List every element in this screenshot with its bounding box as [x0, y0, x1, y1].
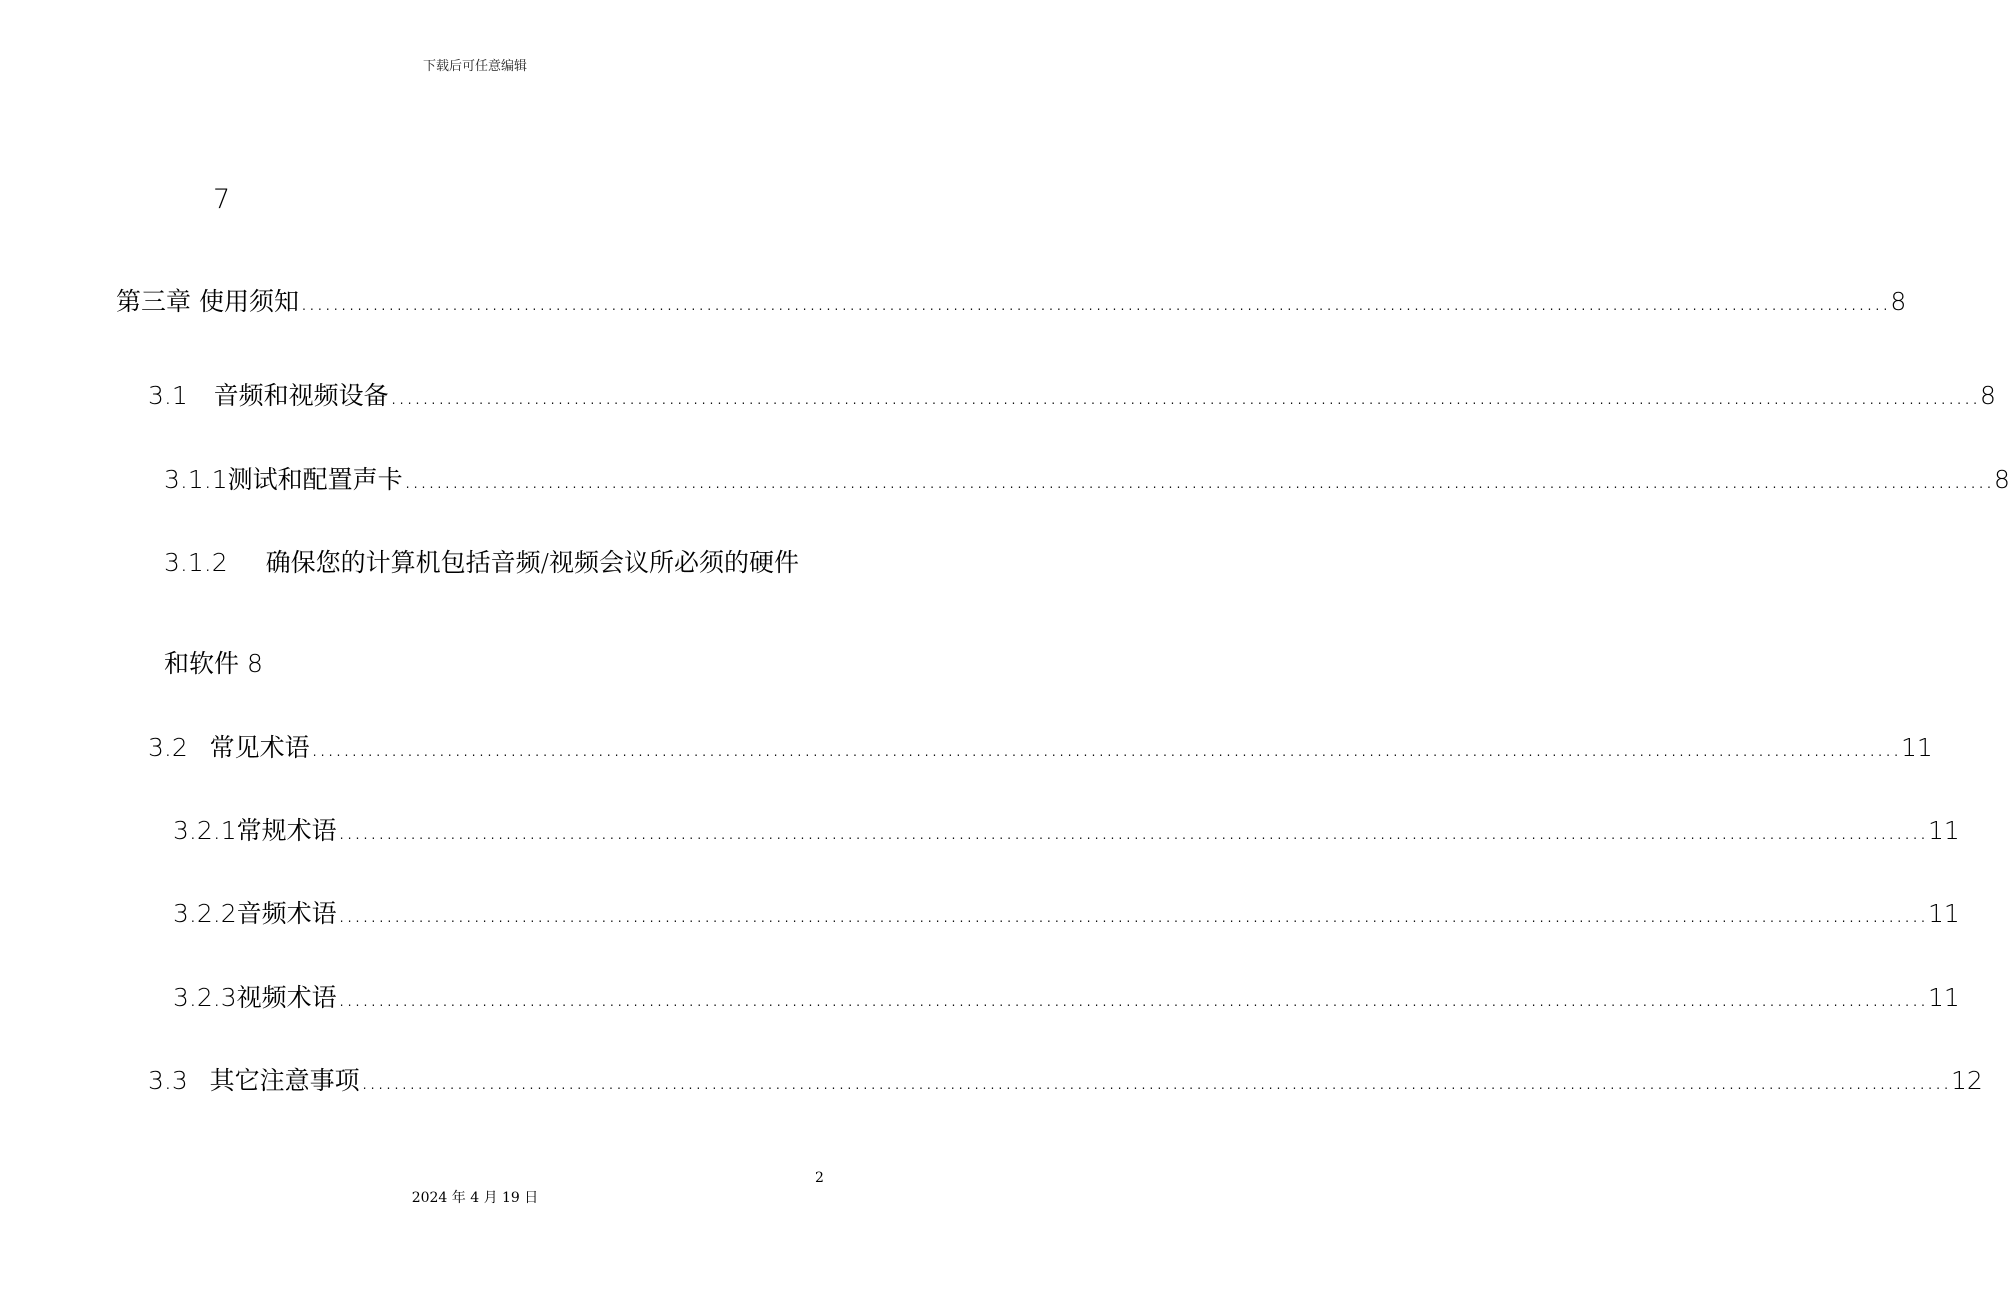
toc-page: 8 — [1980, 381, 1996, 410]
toc-leader: ........................................................................................................................................................................................................ — [337, 899, 1927, 928]
toc-page: 11 — [1928, 816, 1960, 845]
toc-leader: ........................................................................................................................................................................................................ — [310, 733, 1901, 762]
toc-title: 测试和配置声卡 — [227, 465, 403, 494]
toc-leader: ........................................................................................................................................................................................................ — [389, 381, 1980, 410]
toc-leader: ........................................................................................................................................................................................................ — [403, 465, 1993, 494]
toc-entry-chapter-3[interactable] — [116, 282, 1907, 318]
stray-page-number: 7 — [213, 184, 231, 215]
toc-entry-3-1[interactable] — [148, 376, 1996, 412]
toc-page: 11 — [1901, 733, 1933, 762]
toc-entry-3-1-1[interactable] — [164, 460, 2010, 496]
toc-entry-3-3[interactable] — [148, 1061, 1983, 1097]
toc-number: 3.2 — [148, 733, 204, 762]
page-header: 下载后可任意编辑 — [422, 59, 527, 74]
toc-title: 常见术语 — [209, 733, 310, 762]
toc-title: 音频术语 — [236, 899, 337, 928]
toc-page: 8 — [1890, 287, 1907, 316]
toc-entry-3-2-1[interactable] — [173, 811, 1960, 847]
page-number: 2 — [815, 1170, 824, 1186]
toc-leader: ........................................................................................................................................................................................................ — [337, 816, 1927, 845]
toc-number: 3.1.1 — [164, 465, 228, 494]
toc-leader: ........................................................................................................................................................................................................ — [360, 1066, 1951, 1095]
toc-page: 11 — [1928, 983, 1960, 1012]
toc-title: 第三章 使用须知 — [116, 287, 299, 316]
toc-title: 常规术语 — [236, 816, 337, 845]
toc-title: 其它注意事项 — [209, 1066, 360, 1095]
toc-entry-3-1-2[interactable] — [164, 543, 799, 579]
toc-title: 确保您的计算机包括音频/视频会议所必须的硬件 — [265, 548, 800, 577]
toc-entry-3-2-3[interactable] — [173, 978, 1960, 1014]
toc-title: 视频术语 — [236, 983, 337, 1012]
toc-number: 3.3 — [148, 1066, 204, 1095]
toc-page: 12 — [1951, 1066, 1983, 1095]
toc-title: 音频和视频设备 — [213, 381, 389, 410]
toc-page: 11 — [1928, 899, 1960, 928]
toc-entry-3-1-2-continuation[interactable] — [164, 644, 263, 680]
page-footer-date: 2024 年 4 月 19 日 — [411, 1190, 539, 1206]
toc-number: 3.1.2 — [164, 548, 228, 577]
toc-page: 8 — [1994, 465, 2010, 494]
toc-leader: ........................................................................................................................................................................................................ — [337, 983, 1927, 1012]
toc-number: 3.2.2 — [173, 899, 237, 928]
toc-leader: ........................................................................................................................................................................................................ — [299, 287, 1890, 316]
toc-entry-3-2-2[interactable] — [173, 894, 1960, 930]
toc-entry-3-2[interactable] — [148, 728, 1933, 764]
toc-number: 3.2.1 — [173, 816, 237, 845]
toc-number: 3.2.3 — [173, 983, 237, 1012]
toc-title: 和软件 8 — [164, 649, 263, 678]
toc-number: 3.1 — [148, 381, 204, 410]
